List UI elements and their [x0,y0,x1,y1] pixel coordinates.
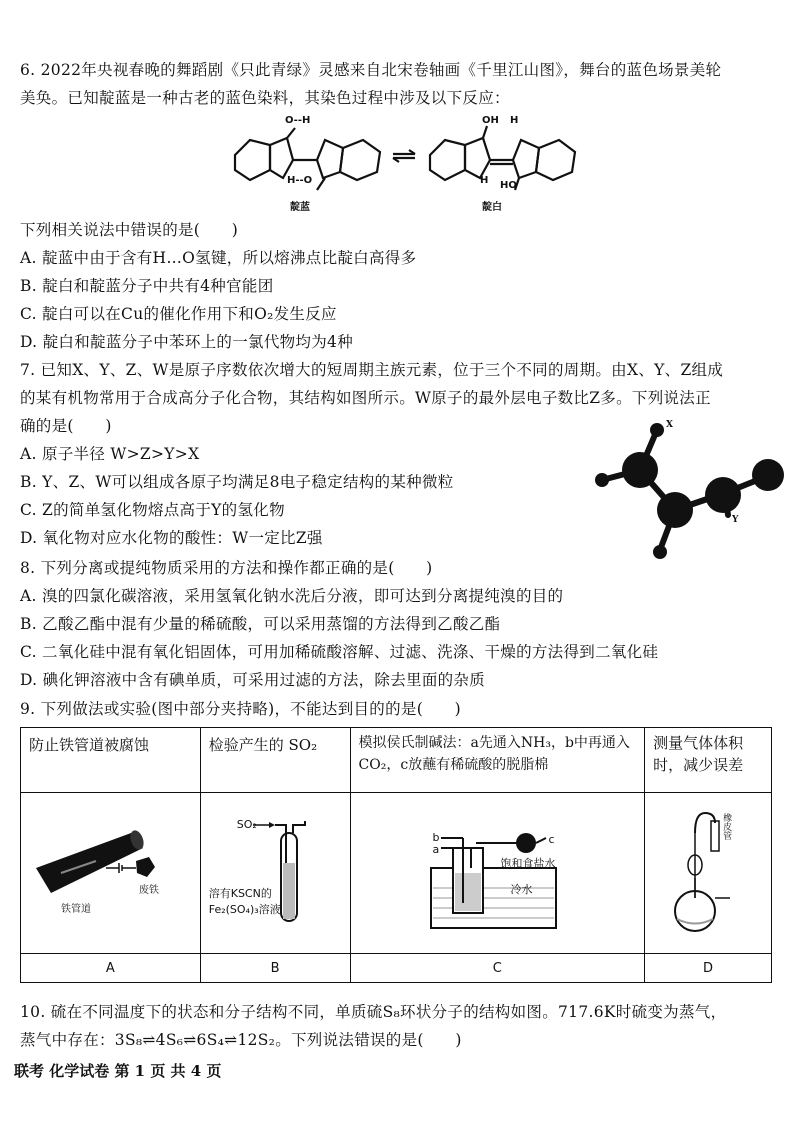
indigo-reaction-figure [225,110,585,220]
q6-line1: 6. 2022年央视春晚的舞蹈剧《只此青绿》灵感来自北宋卷轴画《千里江山图》，舞台的蓝色场景美轮 [20,61,722,79]
figure-b [200,793,350,954]
leuco-name: 靛白 [482,202,502,213]
label-rubber-tube: 橡皮管 [721,813,732,840]
label-kscn: 溶有KSCN的 [208,887,272,900]
leuco-ho-bottom: HO [500,180,517,191]
label-d-cell: D [645,954,772,983]
q7-line1: 7. 已知X、Y、Z、W是原子序数依次增大的短周期主族元素，位于三个不同的周期。由X、Y、Z组成 [20,361,724,379]
indigo-h-o-bottom: H--O [287,175,313,186]
header-a: 防止铁管道被腐蚀 [21,728,201,793]
q8-option-c: C. 二氧化硅中混有氧化铝固体，可用加稀硫酸溶解、过滤、洗涤、干燥的方法得到二氧化硅 [20,643,659,661]
indigo-o-h-top: O--H [285,115,311,126]
q8-stem: 8. 下列分离或提纯物质采用的方法和操作都正确的是( ) [20,559,433,577]
q6-stem: 下列相关说法中错误的是( ) [20,221,239,239]
leuco-h-label: H [510,115,519,126]
hou-process-figure [351,793,646,953]
label-c: c [548,833,555,846]
label-a-cell: A [21,954,201,983]
q6-option-b: B. 靛白和靛蓝分子中共有4种官能团 [20,277,274,295]
label-cold-water: 冷水 [510,883,533,896]
label-brine: 饱和食盐水 [500,857,556,870]
label-a: a [432,843,440,856]
q7-option-c: C. Z的简单氢化物熔点高于Y的氢化物 [20,501,285,519]
label-so2: SO₂ [236,818,257,831]
ball-and-stick-model [580,415,790,570]
figure-a [21,793,201,954]
q7-line2: 的某有机物常用于合成高分子化合物，其结构如图所示。W原子的最外层电子数比Z多。下列说法正 [20,389,711,407]
header-c: 模拟侯氏制碱法：a先通入NH₃，b中再通入CO₂，c放蘸有稀硫酸的脱脂棉 [350,728,645,793]
label-fe2so43: Fe₂(SO₄)₃溶液 [208,903,281,916]
header-d: 测量气体体积时，减少误差 [645,728,772,793]
model-label-x: X [666,420,673,430]
q6-line2: 美奂。已知靛蓝是一种古老的蓝色染料，其染色过程中涉及以下反应： [20,89,510,107]
indigo-name: 靛蓝 [290,202,310,213]
q7-option-b: B. Y、Z、W可以组成各原子均满足8电子稳定结构的某种微粒 [20,473,454,491]
so2-test-figure [201,793,351,953]
model-label-y: Y [732,515,739,525]
q8-option-d: D. 碘化钾溶液中含有碘单质，可采用过滤的方法，除去里面的杂质 [20,671,486,689]
leuco-oh-top: OH [482,115,499,126]
q6-option-c: C. 靛白可以在Cu的催化作用下和O₂发生反应 [20,305,337,323]
q6-option-d: D. 靛白和靛蓝分子中苯环上的一氯代物均为4种 [20,333,353,351]
q7-option-a: A. 原子半径 W>Z>Y>X [20,445,200,463]
iron-pipe-figure [21,793,199,953]
q7-line3: 确的是( ) [20,417,112,435]
label-scrap-iron: 废铁 [139,885,159,896]
figure-c [350,793,645,954]
figure-d [645,793,772,954]
label-c-cell: C [350,954,645,983]
q9-stem: 9. 下列做法或实验(图中部分夹持略)，不能达到目的的是( ) [20,700,462,718]
q9-experiment-table [20,727,772,983]
leuco-h-label-bottom: H [480,175,489,186]
q7-option-d: D. 氧化物对应水化物的酸性：W一定比Z强 [20,529,323,547]
header-b: 检验产生的 SO₂ [200,728,350,793]
gas-volume-figure [645,793,772,953]
label-b: b [432,831,440,844]
q6-option-a: A. 靛蓝中由于含有H…O氢键，所以熔沸点比靛白高得多 [20,249,417,267]
q10-line2: 蒸气中存在：3S₈⇌4S₆⇌6S₄⇌12S₂。下列说法错误的是( ) [20,1031,462,1049]
q8-option-a: A. 溴的四氯化碳溶液，采用氢氧化钠水洗后分液，即可达到分离提纯溴的目的 [20,587,564,605]
label-iron-pipe: 铁管道 [61,904,91,915]
label-b-cell: B [200,954,350,983]
q8-option-b: B. 乙酸乙酯中混有少量的稀硫酸，可以采用蒸馏的方法得到乙酸乙酯 [20,615,501,633]
page-footer: 联考 化学试卷 第 1 页 共 4 页 [14,1062,222,1080]
q10-line1: 10. 硫在不同温度下的状态和分子结构不同，单质硫S₈环状分子的结构如图。717.6K时硫变为蒸气， [20,1003,727,1021]
